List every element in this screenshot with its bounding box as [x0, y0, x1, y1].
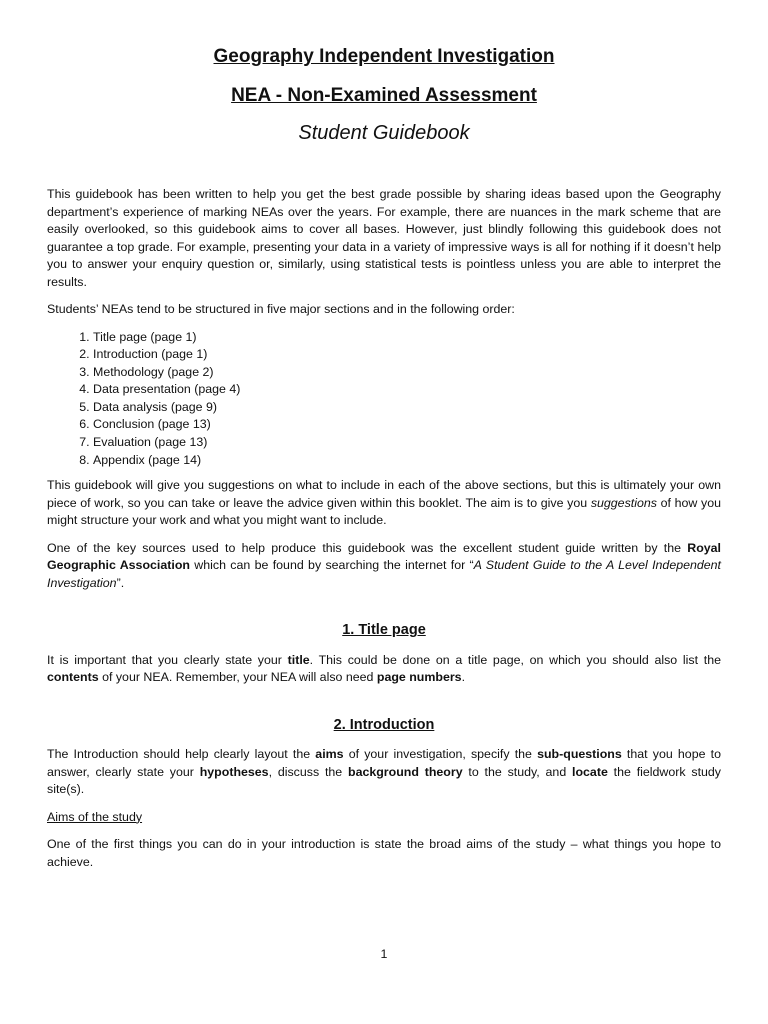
guidebook-title: Student Guidebook — [298, 122, 470, 144]
document-title: Geography Independent Investigation — [213, 46, 555, 67]
list-item: 2. Introduction (page 1) — [93, 346, 721, 364]
list-item: 6. Conclusion (page 13) — [93, 416, 721, 434]
list-item: 4. Data presentation (page 4) — [93, 381, 721, 399]
title-page-paragraph: It is important that you clearly state your title. This could be done on a title page, on which you should also list the contents of your NEA. Remember, your NEA will also need page numbers. — [47, 652, 721, 685]
list-item: 1. Title page (page 1) — [93, 329, 721, 347]
page-number: 1 — [380, 947, 388, 961]
aims-paragraph: One of the first things you can do in your introduction is state the broad aims of the study – what things you hope to achieve. — [47, 837, 721, 869]
list-item: 5. Data analysis (page 9) — [93, 399, 721, 417]
sections-list — [47, 329, 721, 470]
list-item: 3. Methodology (page 2) — [93, 364, 721, 382]
document-subtitle: NEA - Non-Examined Assessment — [231, 85, 537, 106]
intro-paragraph-2: Students’ NEAs tend to be structured in five major sections and in the following order: — [47, 302, 515, 316]
intro-paragraph-1: This guidebook has been written to help you get the best grade possible by sharing ideas based upon the Geography department’s experience of marking NEAs over the years. For example, there are nuances in the mark scheme that are easily overlooked, so this guidebook aims to cover all bases. However, just blindly following this guidebook does not guarantee a top grade. For example, presenting your data in a variety of impressive ways is all for nothing if it doesn’t help you to answer your enquiry question or, similarly, using statistical tests is pointless unless you are able to interpret the results. — [47, 187, 721, 289]
section-heading-introduction: 2. Introduction — [333, 716, 435, 733]
list-item: 7. Evaluation (page 13) — [93, 434, 721, 452]
aims-subheading: Aims of the study — [47, 809, 143, 824]
document-body — [47, 186, 721, 881]
list-item: 8. Appendix (page 14) — [93, 452, 721, 470]
intro-paragraph-3: This guidebook will give you suggestions on what to include in each of the above sections, but this is ultimately your own piece of work, so you can take or leave the advice given within this booklet. The aim is to give you suggestions of how you might structure your work and what you might want to include. — [47, 478, 721, 528]
section-heading-title-page: 1. Title page — [342, 622, 426, 639]
introduction-paragraph: The Introduction should help clearly layout the aims of your investigation, specify the sub-questions that you hope to answer, clearly state your hypotheses, discuss the background theory to the study, and locate the fieldwork study site(s). — [47, 747, 722, 797]
intro-paragraph-4: One of the key sources used to help produce this guidebook was the excellent student guide written by the Royal Geographic Association which can be found by searching the internet for “A Student Guide to the A Level Independent Investigation”. — [47, 540, 722, 590]
